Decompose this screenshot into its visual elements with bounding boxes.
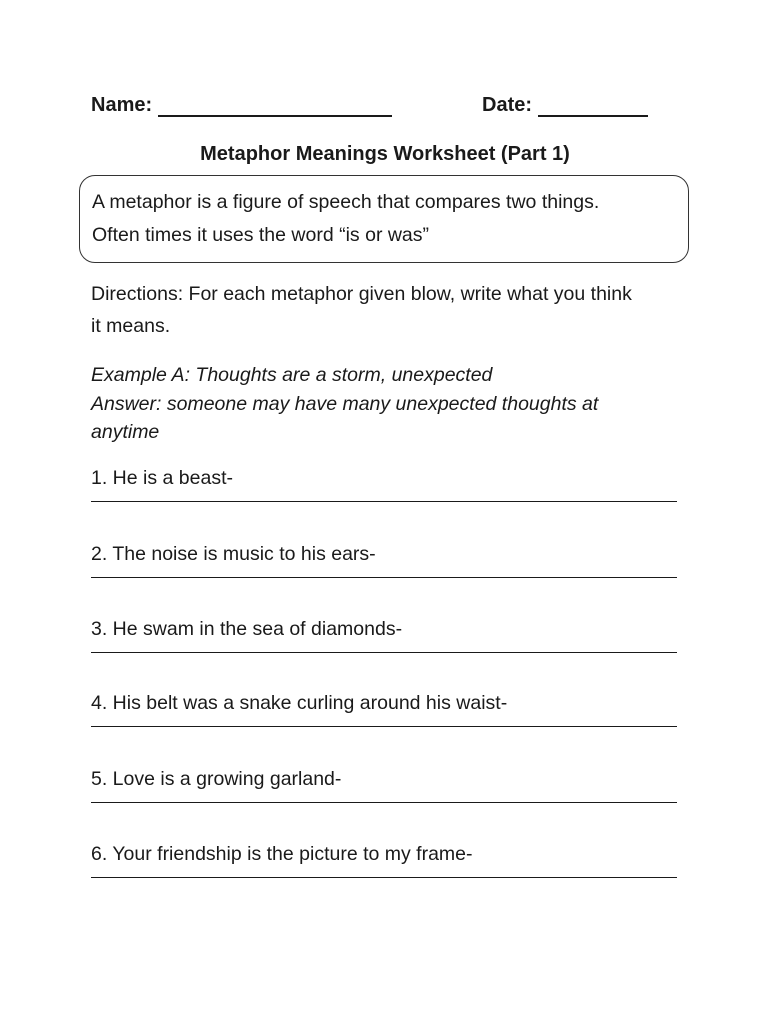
worksheet-title: Metaphor Meanings Worksheet (Part 1) [200, 143, 570, 165]
answer-line[interactable] [91, 577, 677, 578]
answer-line[interactable] [91, 726, 677, 727]
question-text: 1. He is a beast- [91, 467, 233, 489]
date-field [482, 94, 648, 117]
example-line-2: Answer: someone may have many unexpected thoughts at [91, 392, 599, 415]
question-item [91, 766, 679, 803]
question-text: 5. Love is a growing garland- [91, 768, 342, 790]
header-row [91, 94, 691, 124]
question-text: 2. The noise is music to his ears- [91, 543, 376, 565]
name-blank-line[interactable] [158, 95, 392, 117]
answer-line[interactable] [91, 501, 677, 502]
definition-line-1: A metaphor is a figure of speech that compares two things. [92, 191, 600, 213]
answer-line[interactable] [91, 877, 677, 878]
directions-line-2: it means. [91, 315, 171, 337]
answer-line[interactable] [91, 802, 677, 803]
question-text: 6. Your friendship is the picture to my frame- [91, 843, 473, 865]
example-line-1: Example A: Thoughts are a storm, unexpected [91, 364, 493, 386]
question-item [91, 690, 679, 727]
question-text: 4. His belt was a snake curling around his waist- [91, 692, 508, 714]
name-field [91, 94, 392, 117]
date-blank-line[interactable] [538, 95, 648, 117]
question-item [91, 465, 679, 502]
name-label: Name: [91, 94, 153, 116]
example-block [91, 361, 691, 447]
question-item [91, 841, 679, 878]
date-label: Date: [482, 94, 533, 116]
definition-line-2: Often times it uses the word “is or was” [92, 224, 430, 246]
question-item [91, 616, 679, 653]
answer-line[interactable] [91, 652, 677, 653]
question-text: 3. He swam in the sea of diamonds- [91, 618, 403, 640]
question-item [91, 541, 679, 578]
example-line-3: anytime [91, 421, 160, 443]
definition-box [79, 175, 689, 263]
directions [91, 278, 691, 342]
directions-line-1: Directions: For each metaphor given blow, write what you think [91, 283, 632, 305]
